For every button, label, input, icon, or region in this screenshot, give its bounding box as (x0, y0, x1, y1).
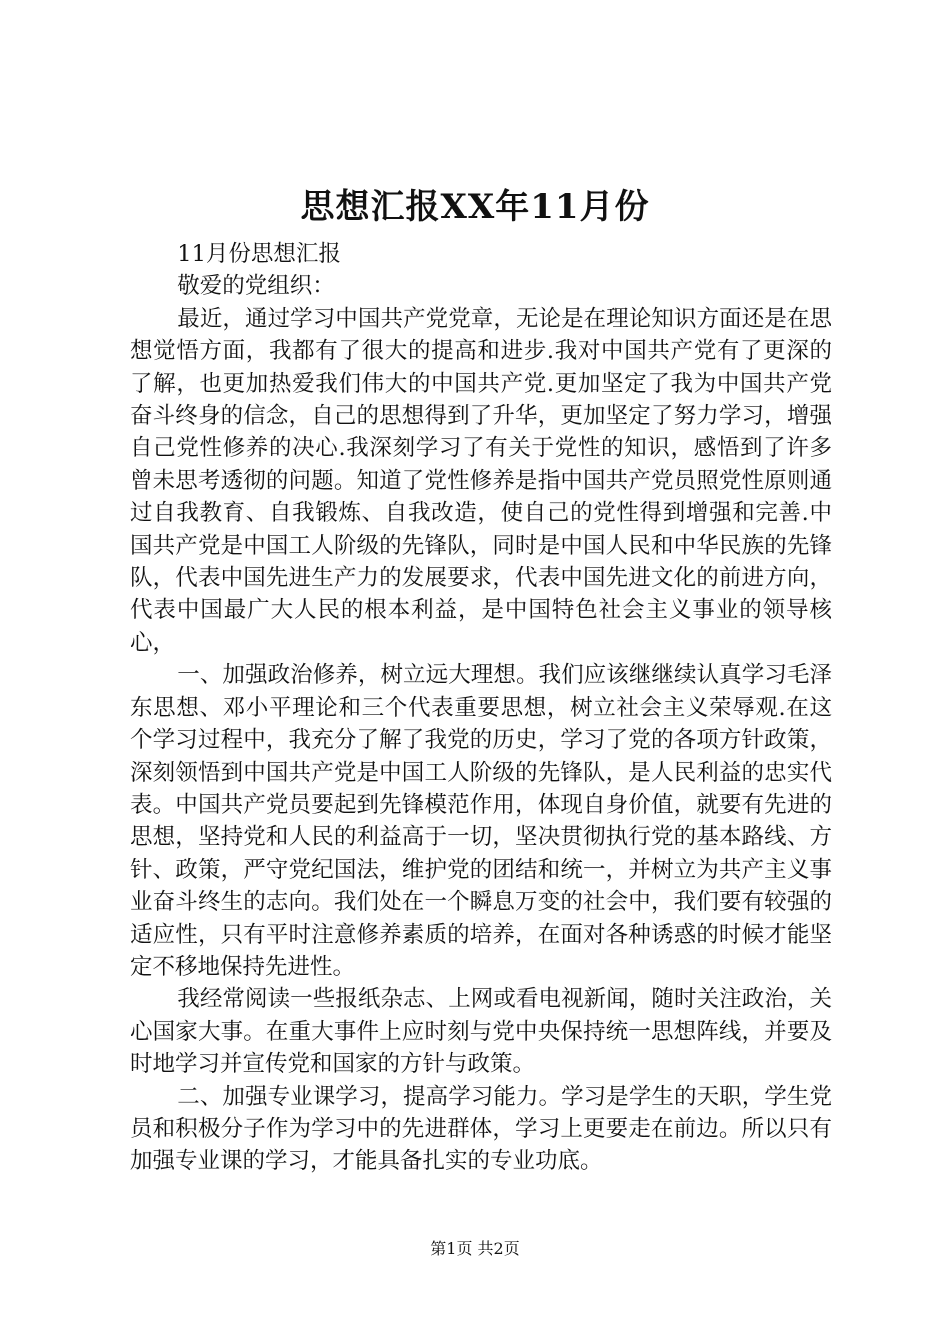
subtitle: 11月份思想汇报 (177, 241, 341, 267)
paragraph: 我经常阅读一些报纸杂志、上网或看电视新闻，随时关注政治，关心国家大事。在重大事件上应时刻与党中央保持统一思想阵线，并要及时地学习并宣传党和国家的方针与政策。 (130, 986, 832, 1078)
paragraph: 一、加强政治修养，树立远大理想。我们应该继继续认真学习毛泽东思想、邓小平理论和三个代表重要思想，树立社会主义荣辱观.在这个学习过程中，我充分了解了我党的历史，学习了党的各项方针政策，深刻领悟到中国共产党是中国工人阶级的先锋队，是人民利益的忠实代表。中国共产党员要起到先锋模范作用，体现自身价值，就要有先进的思想，坚持党和人民的利益高于一切，坚决贯彻执行党的基本路线、方针、政策，严守党纪国法，维护党的团结和统一，并树立为共产主义事业奋斗终生的志向。我们处在一个瞬息万变的社会中，我们要有较强的适应性，只有平时注意修养素质的培养，在面对各种诱惑的时候才能坚定不移地保持先进性。 (130, 662, 832, 980)
paragraph: 最近，通过学习中国共产党党章，无论是在理论知识方面还是在思想觉悟方面，我都有了很大的提高和进步.我对中国共产党有了更深的了解，也更加热爱我们伟大的中国共产党.更加坚定了我为中国共产党奋斗终身的信念，自己的思想得到了升华，更加坚定了努力学习，增强自己党性修养的决心.我深刻学习了有关于党性的知识，感悟到了许多曾未思考透彻的问题。知道了党性修养是指中国共产党员照党性原则通过自我教育、自我锻炼、自我改造，使自己的党性得到增强和完善.中国共产党是中国工人阶级的先锋队，同时是中国人民和中华民族的先锋队，代表中国先进生产力的发展要求，代表中国先进文化的前进方向，代表中国最广大人民的根本利益，是中国特色社会主义事业的领导核心， (130, 305, 832, 656)
salutation: 敬爱的党组织： (177, 273, 335, 300)
document-title: 思想汇报XX年11月份 (300, 187, 650, 227)
page-footer: 第1页 共2页 (430, 1239, 520, 1258)
paragraph: 二、加强专业课学习，提高学习能力。学习是学生的天职，学生党员和积极分子作为学习中的先进群体，学习上更要走在前边。所以只有加强专业课的学习，才能具备扎实的专业功底。 (130, 1083, 832, 1175)
document-body (130, 238, 832, 1178)
